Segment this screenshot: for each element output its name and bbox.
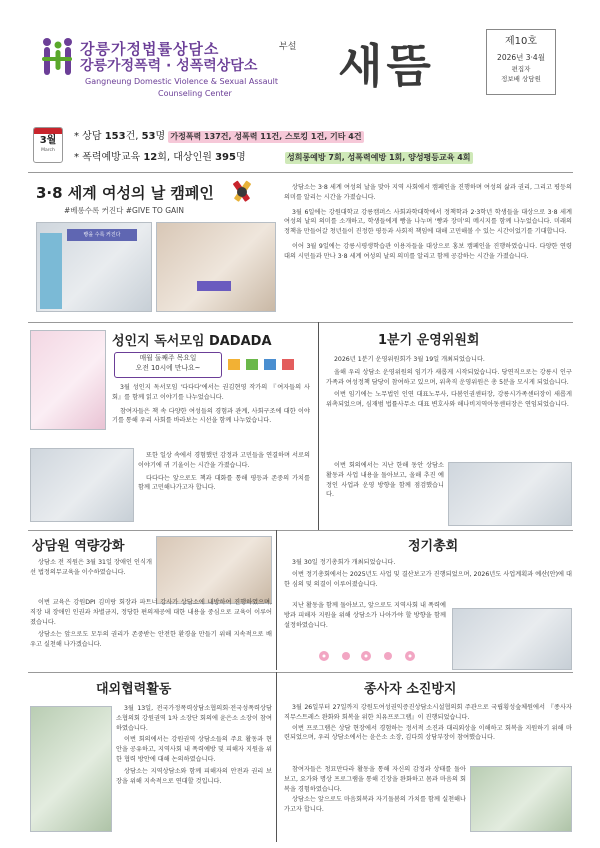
book-text-bottom: 또한 일상 속에서 경험했던 감정과 고민들을 연결하며 서로의 이야기에 귀 기울이는 시간을 가졌습니다. 다다다는 앞으로도 책과 대화를 통해 평등과 존중의 가치를 함께 고민해나가고자 합니다. — [138, 452, 310, 492]
editor-label: 편집자 — [511, 65, 531, 74]
book-cover-photo — [30, 330, 106, 430]
counseling-detail: 가정폭력 137건, 성폭력 11건, 스토킹 1건, 기타 4건 — [170, 132, 362, 141]
committee-photo — [448, 462, 572, 526]
capacity-title: 상담원 역량강화 — [32, 539, 125, 554]
general-text-1: 3월 30일 정기총회가 개최되었습니다. 이번 정기총회에서는 2025년도 사업 및 결산보고가 진행되었으며, 2026년도 사업계획과 예산(안)에 대한 심의 및 의결이 이루어졌습니다. — [284, 559, 572, 588]
book-schedule-box: 매월 둘째주 목요일 오전 10시에 만나요~ — [114, 352, 222, 378]
stats-row-education: * 폭력예방교육 12회, 대상인원 395명 — [74, 152, 246, 163]
book-club-title: 성인지 독서모임 DADADA — [112, 334, 272, 349]
general-text-2: 지난 활동을 함께 돌아보고, 앞으로도 지역사회 내 폭력예방과 피해자 지원을 위해 상담소가 나아가야 할 방향을 함께 설정하였습니다. — [284, 602, 446, 629]
campaign-photo-banner: 빵을 수록 커진다 — [67, 229, 137, 241]
education-detail: 성희롱예방 7회, 성폭력예방 1회, 양성평등교육 4회 — [287, 153, 471, 162]
committee-text: 2026년 1분기 운영위원회가 3월 19일 개최되었습니다. 올해 우리 상담소 운영위원의 임기가 새롭게 시작되었습니다. 당연직으로는 강릉시 인구가족과 여성정책 담당이 참여하고 있으며, 위촉직 운영위원은 총 5분을 모시게 되었습니다. 이번 임기에는 노무법인 인연 대표노무사, 다봄인권센터장, 강릉시가족센터장이 새롭게 위촉되었으며, 심재범 법률사무소 대표 변호사와 해나비지역아동센터장은 연임되었습니다. — [326, 356, 572, 409]
general-meeting-photo — [452, 608, 572, 670]
campaign-photo-2 — [156, 222, 276, 312]
campaign-text: 상담소는 3·8 세계 여성의 날을 맞아 지역 사회에서 캠페인을 진행하며 여성의 삶과 권리, 그리고 평등의 의미를 알리는 시간을 가졌습니다. 3월 6일에는 강원대학교 강릉캠퍼스 사회과학대학에서 정책학과 2·3학년 학생들을 대상으로 3·8 세계 여성의 날의 의미를 소개하고, 학생들에게 빵을 나누며 '빵과 장미'의 메시지를 함께 나누었습니다. 미래의 정책을 만들어갈 청년들이 진정한 평등과 사회적 책임에 대해 고민해볼 수 있는 시간이었기를 기대합니다. 이어 3월 9일에는 강릉시평생학습관 이용자들을 대상으로 홍보 캠페인을 진행하였습니다. 다양한 연령대의 시민들과 만나 3·8 세계 여성의 날의 의미를 알리고 함께 공감하는 시간을 가졌습니다. — [284, 184, 572, 260]
burnout-text-2: 참여자들은 청묘만다라 활동을 통해 자신의 감정과 상태를 돌아보고, 요가와 명상 프로그램을 통해 긴장을 완화하고 몸과 마음의 회복을 경험하였습니다. 상담소는 앞으로도 마음회복과 자기돌봄의 가치를 함께 실천해나가고자 합니다. — [284, 766, 466, 814]
cooperation-photo — [30, 706, 112, 832]
cooperation-text: 3월 13일, 전국가정폭력상담소협의회·전국성폭력상담소협의회 강원권역 1차 소장단 회의에 윤은소 소장이 참여하였습니다. 이번 회의에서는 강원권역 상담소들의 주요 활동과 현안을 공유하고, 지역사회 내 폭력예방 및 피해자 지원을 위한 협력 방안에 대해 논의하였습니다. 상담소는 지역상담소와 함께 피해자의 안전과 권리 보장을 위해 지속적으로 연대할 것입니다. — [116, 705, 272, 785]
issue-number: 제10호 — [504, 36, 538, 47]
capacity-photo — [156, 536, 272, 604]
committee-title: 1분기 운영위원회 — [378, 333, 480, 348]
stats-month: 3월 — [39, 135, 57, 146]
burnout-title: 종사자 소진방지 — [364, 682, 457, 697]
pencil-icon — [228, 178, 256, 206]
org-name-sub: 부설 — [279, 42, 297, 52]
burnout-photo — [470, 766, 572, 832]
committee-text-2: 이번 회의에서는 지난 한해 동안 상담소 활동과 사업 내용을 돌아보고, 올해 추진 예정인 사업과 운영 방향을 함께 점검했습니다. — [326, 462, 444, 499]
masthead — [0, 0, 600, 120]
campaign-photo-1 — [36, 222, 152, 312]
book-text-top: 3월 성인지 독서모임 '다다다'에서는 권김현영 작가의 『여자들의 사회』를 함께 읽고 이야기를 나누었습니다. 참여자들은 책 속 다양한 여성들의 경험과 관계, 사회구조에 대한 이야기를 통해 우리 사회를 바라보는 시선을 함께 나누었습니다. — [112, 384, 310, 425]
flower-decoration-icon — [316, 648, 426, 664]
calendar-icon — [33, 127, 63, 163]
newsletter-title: 새뜸 — [338, 39, 435, 93]
campaign-title: 3·8 세계 여성의 날 캠페인 — [36, 184, 214, 202]
org-name-en: Gangneung Domestic Violence & Sexual Assault — [85, 77, 278, 86]
org-logo-icon — [40, 37, 74, 77]
stats-bar — [28, 124, 573, 170]
org-name-line2: 강릉가정폭력 · 성폭력상담소 — [80, 58, 258, 74]
books-icon — [226, 356, 306, 372]
org-name-en2: Counseling Center — [158, 89, 232, 98]
cooperation-title: 대외협력활동 — [96, 682, 172, 697]
stats-row-counseling: * 상담 153건, 53명 가정폭력 137건, 성폭력 11건, 스토킹 1건, 기타 4건 — [74, 131, 362, 142]
campaign-subtitle: #베롱수록 커진다 #GIVE TO GAIN — [64, 206, 184, 215]
general-meeting-title: 정기총회 — [408, 539, 459, 554]
issue-date: 2026년 3·4월 — [497, 53, 545, 62]
issue-box — [486, 29, 556, 95]
book-meeting-photo — [30, 448, 134, 522]
stats-month-en: March — [41, 148, 55, 153]
editor-name: 정보배 상담원 — [501, 75, 541, 83]
burnout-text-1: 3월 26일부터 27일까지 강원도여성권익증진상담소시설협의회 주관으로 국립횡성숲체원에서 『종사자 직무스트레스 완화와 회복을 위한 치유프로그램』이 진행되었습니다. 이번 프로그램은 상담 현장에서 경험하는 정서적 소진과 대리외상을 이해하고 회복을 지원하기 위해 마련되었으며, 우리 상담소에서는 윤은소 소장, 김다희 상담부장이 참여했습니다. — [284, 704, 572, 742]
capacity-text-1: 상담소 전 직원은 3월 31일 장애인 인식개선 법정의무교육을 이수하였습니다. — [30, 559, 152, 576]
org-name-main: 강릉가정법률상담소 — [80, 40, 220, 58]
capacity-text-2: 이번 교육은 강원DPI 김미랑 회장과 파트너 강사가 상담소에 내방하여 진행하였으며, 직장 내 장애인 인권과 차별금지, 정당한 편의제공에 대한 내용을 중심으로 교육이 이루어졌습니다. 상담소는 앞으로도 모두의 권리가 존중받는 안전한 환경을 만들기 위해 지속적으로 배우고 실천해 나가겠습니다. — [30, 599, 272, 649]
